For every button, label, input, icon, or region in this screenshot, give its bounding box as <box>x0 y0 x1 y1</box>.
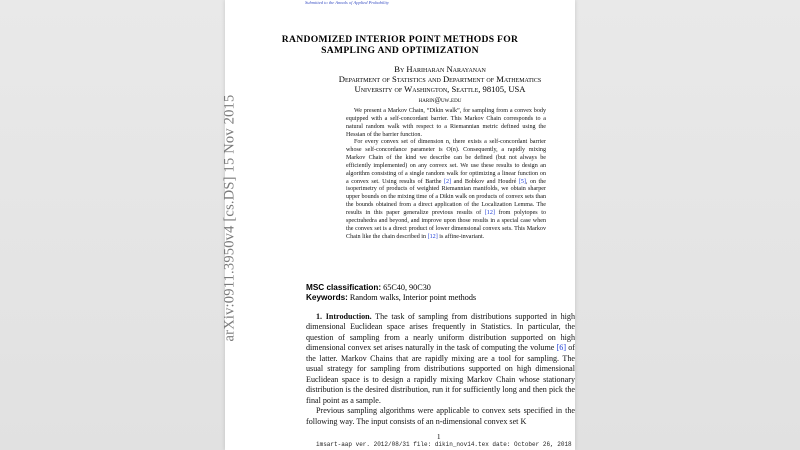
affiliation-line-1: Department of Statistics and Department of Mathematics <box>338 74 542 84</box>
section-heading: 1. Introduction. <box>316 312 372 321</box>
citation-link-barthe[interactable]: [2] <box>443 178 452 185</box>
citation-link-bobkov[interactable]: [5] <box>518 178 526 185</box>
introduction-section <box>306 312 575 427</box>
citation-link-12-second[interactable]: [12] <box>427 233 438 240</box>
abstract <box>346 108 546 241</box>
journal-header-note: Submitted to the Annals of Applied Probability <box>305 0 389 5</box>
citation-link-12[interactable]: [12] <box>484 209 495 216</box>
citation-link-6[interactable]: [6] <box>556 343 567 353</box>
document-footer: imsart-aap ver. 2012/08/31 file: dikin_nov14.tex date: October 26, 2018 <box>316 441 572 448</box>
keywords: Keywords: Random walks, Interior point methods <box>306 293 477 302</box>
author-email: harin@uw.edu <box>418 96 462 104</box>
paper-title-line-2: SAMPLING AND OPTIMIZATION <box>321 45 479 56</box>
page-number: 1 <box>437 433 441 441</box>
abstract-paragraph-1: We present a Markov Chain, “Dikin walk”, for sampling from a convex body equipped with a self-concordant barrier. This Markov Chain corresponds to a natural random walk with respect to a Riemannian metric defined using the Hessian of the barrier function. <box>346 108 546 138</box>
author-line: By Hariharan Narayanan <box>394 64 486 74</box>
intro-paragraph-2: Previous sampling algorithms were applicable to convex sets specified in the following way. The input consists of an n-dimensional convex set K <box>306 406 575 426</box>
paper-title-line-1: RANDOMIZED INTERIOR POINT METHODS FOR <box>281 34 519 45</box>
abstract-paragraph-2: For every convex set of dimension n, there exists a self-concordant barrier whose self-concordance parameter is O(n). Consequently, a rapidly mixing Markov Chain of the kind we describe can be defined (but not always be efficiently implemented) on any convex set. We use these results to design an algorithm consisting of a single random walk for optimizing a linear function on a convex set. Using results of Barthe [2] and Bobkov and Houdré [5], on the isoperimetry of products of weighted Riemannian manifolds, we obtain sharper upper bounds on the mixing time of a Dikin walk on products of convex sets than the bounds obtained from a direct application of the Localization Lemma. The results in this paper generalize previous results of [12] from polytopes to spectrahedra and beyond, and improve upon those results in a special case when the convex set is a direct product of lower dimensional convex sets. This Markov Chain like the chain described in [12] is affine-invariant. <box>346 139 547 240</box>
msc-classification: MSC classification: 65C40, 90C30 <box>306 283 431 292</box>
arxiv-identifier: arXiv:0911.3950v4 [cs.DS] 15 Nov 2015 <box>221 94 238 342</box>
affiliation-line-2: University of Washington, Seattle, 98105, USA <box>354 84 526 94</box>
intro-paragraph-1: 1. Introduction. The task of sampling from distributions supported in high dimensional Euclidean space arises frequently in Statistics. In particular, the question of sampling from a nearly uniform distribution supported on high dimensional convex set arises naturally in the task of computing the volume [6] of the latter. Markov Chains that are rapidly mixing are a tool for sampling. The usual strategy for sampling from distributions supported on high dimensional Euclidean space is to design a rapidly mixing Markov Chain whose stationary distribution is the desired distribution, run it for sufficiently long and then pick the final point as a sample. <box>306 312 575 405</box>
